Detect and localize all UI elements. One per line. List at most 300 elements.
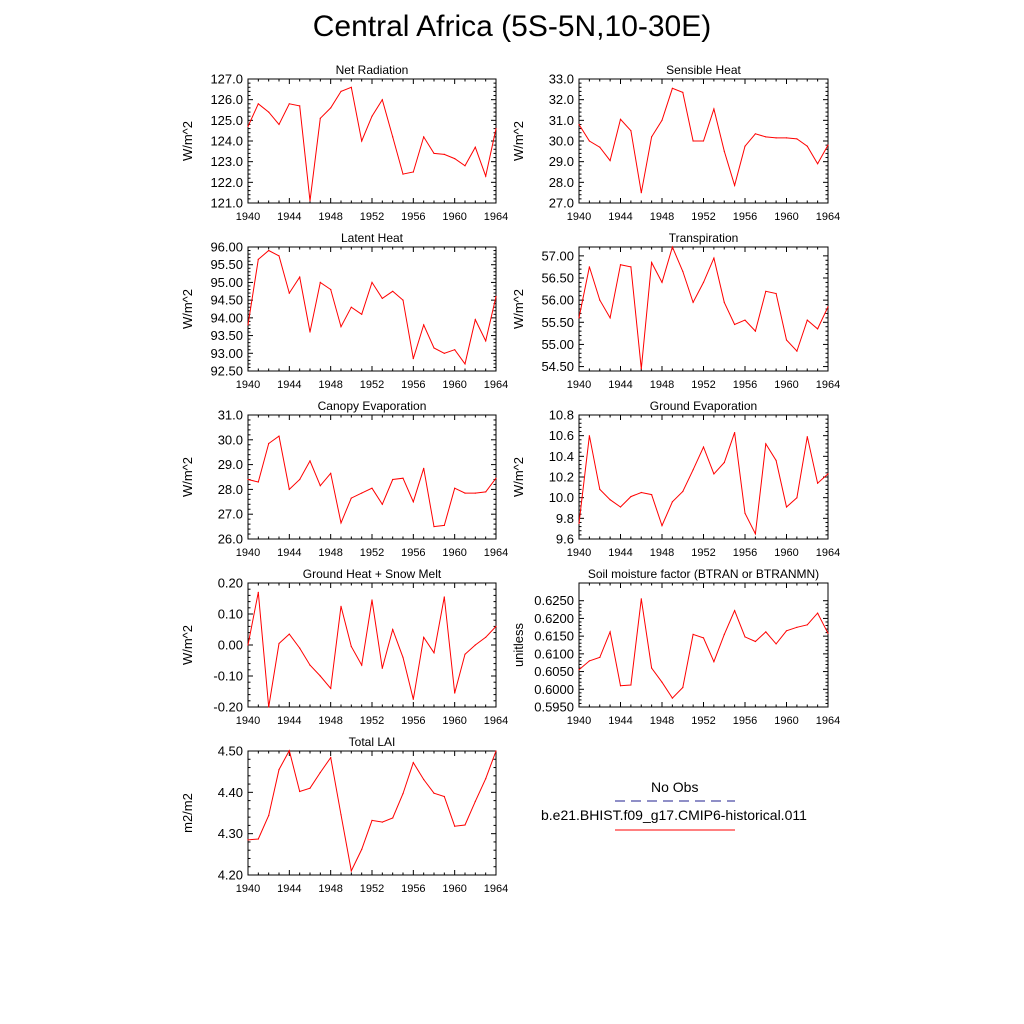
- data-point: [495, 626, 496, 627]
- figure-title: Central Africa (5S-5N,10-30E): [312, 10, 712, 43]
- x-tick-label: 1952: [359, 883, 385, 895]
- data-point: [444, 596, 445, 597]
- data-point: [589, 140, 590, 141]
- panel-frame: [579, 583, 828, 707]
- data-point: [423, 637, 424, 638]
- data-point: [744, 636, 745, 637]
- data-point: [320, 675, 321, 676]
- panel-title: Soil moisture factor (BTRAN or BTRANMN): [587, 567, 820, 581]
- data-point: [268, 112, 269, 113]
- x-tick-label: 1944: [608, 379, 633, 391]
- y-axis-label: m2/m2: [180, 793, 195, 833]
- data-point: [413, 358, 414, 359]
- x-tick-label: 1948: [318, 883, 343, 895]
- x-tick-label: 1944: [277, 715, 302, 727]
- x-tick-label: 1948: [318, 379, 343, 391]
- data-point: [278, 124, 279, 125]
- data-point: [682, 687, 683, 688]
- data-point: [258, 592, 259, 593]
- x-tick-label: 1960: [442, 715, 467, 727]
- y-tick-label: 0.00: [217, 637, 243, 653]
- data-point: [703, 637, 704, 638]
- panel-5: [511, 399, 840, 559]
- data-point: [382, 99, 383, 100]
- data-point: [454, 692, 455, 693]
- data-point: [620, 119, 621, 120]
- data-point: [475, 319, 476, 320]
- y-tick-label: 0.6150: [534, 628, 574, 644]
- y-tick-label: 96.00: [210, 239, 243, 255]
- data-point: [765, 631, 766, 632]
- series-line: [248, 436, 496, 526]
- panel-frame: [579, 247, 828, 371]
- data-point: [734, 432, 735, 433]
- x-tick-label: 1940: [566, 379, 592, 391]
- data-point: [495, 296, 496, 297]
- data-point: [258, 103, 259, 104]
- x-tick-label: 1964: [815, 379, 841, 391]
- x-tick-label: 1948: [318, 211, 343, 223]
- data-point: [361, 665, 362, 666]
- data-point: [371, 116, 372, 117]
- y-tick-label: 123.0: [210, 154, 243, 170]
- series-line: [579, 433, 828, 534]
- y-tick-label: 55.50: [541, 314, 574, 330]
- x-tick-label: 1952: [359, 547, 385, 559]
- data-point: [776, 293, 777, 294]
- panel-1: [511, 63, 840, 223]
- x-tick-label: 1960: [442, 379, 467, 391]
- data-point: [454, 349, 455, 350]
- x-tick-label: 1956: [401, 883, 426, 895]
- data-point: [402, 657, 403, 658]
- data-point: [641, 192, 642, 193]
- y-tick-label: 30.0: [217, 432, 243, 448]
- data-point: [734, 610, 735, 611]
- y-tick-label: 56.00: [541, 292, 574, 308]
- data-point: [672, 246, 673, 247]
- data-point: [454, 488, 455, 489]
- data-point: [330, 757, 331, 758]
- x-tick-label: 1944: [608, 715, 633, 727]
- data-point: [755, 533, 756, 534]
- data-point: [258, 838, 259, 839]
- x-tick-label: 1944: [277, 211, 302, 223]
- panel-title: Latent Heat: [340, 231, 404, 245]
- data-point: [807, 320, 808, 321]
- x-tick-label: 1964: [815, 715, 841, 727]
- panel-title: Sensible Heat: [666, 63, 741, 77]
- x-tick-label: 1960: [774, 211, 799, 223]
- data-point: [724, 302, 725, 303]
- panel-frame: [248, 247, 496, 371]
- data-point: [330, 289, 331, 290]
- data-point: [827, 473, 828, 474]
- y-tick-label: 10.8: [548, 407, 574, 423]
- panel-title: Ground Heat + Snow Melt: [302, 567, 442, 581]
- data-point: [340, 91, 341, 92]
- panel-title: Net Radiation: [335, 63, 409, 77]
- y-tick-label: 33.0: [548, 71, 574, 87]
- data-point: [651, 667, 652, 668]
- y-axis-label: W/m^2: [511, 120, 526, 162]
- data-point: [827, 145, 828, 146]
- data-point: [796, 351, 797, 352]
- data-point: [454, 158, 455, 159]
- x-tick-label: 1960: [442, 547, 467, 559]
- x-tick-label: 1956: [401, 211, 426, 223]
- y-axis-label: W/m^2: [511, 288, 526, 330]
- y-axis-label: W/m^2: [180, 120, 195, 162]
- y-tick-label: 0.5950: [534, 699, 574, 715]
- data-point: [309, 665, 310, 666]
- y-tick-label: 0.6050: [534, 664, 574, 680]
- data-point: [309, 331, 310, 332]
- y-tick-label: 121.0: [210, 195, 243, 211]
- data-point: [351, 307, 352, 308]
- data-point: [330, 107, 331, 108]
- series-line: [248, 251, 496, 364]
- data-point: [258, 259, 259, 260]
- data-point: [268, 815, 269, 816]
- data-point: [495, 478, 496, 479]
- x-tick-label: 1944: [277, 883, 302, 895]
- data-point: [382, 668, 383, 669]
- y-tick-label: 0.10: [217, 606, 243, 622]
- data-point: [796, 627, 797, 628]
- data-point: [351, 498, 352, 499]
- data-point: [495, 750, 496, 751]
- data-point: [744, 146, 745, 147]
- y-tick-label: 28.0: [548, 174, 574, 190]
- data-point: [278, 643, 279, 644]
- data-point: [289, 750, 290, 751]
- y-tick-label: 29.0: [548, 154, 574, 170]
- data-point: [661, 525, 662, 526]
- data-point: [578, 317, 579, 318]
- x-tick-label: 1956: [732, 715, 758, 727]
- y-tick-label: 4.20: [217, 867, 243, 883]
- y-tick-label: 94.00: [210, 310, 243, 326]
- x-tick-label: 1940: [235, 715, 261, 727]
- panel-0: [180, 63, 508, 223]
- y-tick-label: 93.00: [210, 345, 243, 361]
- data-point: [464, 493, 465, 494]
- y-tick-label: 10.4: [548, 448, 574, 464]
- data-point: [309, 200, 310, 201]
- data-point: [651, 494, 652, 495]
- data-point: [330, 473, 331, 474]
- y-tick-label: 95.50: [210, 257, 243, 273]
- data-point: [320, 772, 321, 773]
- data-point: [278, 255, 279, 256]
- data-point: [641, 492, 642, 493]
- data-point: [807, 146, 808, 147]
- data-point: [299, 648, 300, 649]
- y-tick-label: 122.0: [210, 174, 243, 190]
- data-point: [392, 291, 393, 292]
- data-point: [361, 493, 362, 494]
- y-tick-label: 10.6: [548, 428, 574, 444]
- data-point: [651, 262, 652, 263]
- x-tick-label: 1940: [235, 211, 261, 223]
- y-tick-label: 54.50: [541, 359, 574, 375]
- x-tick-label: 1948: [318, 715, 343, 727]
- y-tick-label: 4.40: [217, 784, 243, 800]
- data-point: [734, 324, 735, 325]
- panel-frame: [248, 79, 496, 203]
- data-point: [278, 436, 279, 437]
- data-point: [320, 118, 321, 119]
- data-point: [371, 820, 372, 821]
- data-point: [713, 473, 714, 474]
- y-tick-label: 30.0: [548, 133, 574, 149]
- x-tick-label: 1952: [691, 547, 716, 559]
- data-point: [578, 669, 579, 670]
- y-tick-label: 0.6100: [534, 646, 574, 662]
- data-point: [589, 435, 590, 436]
- y-tick-label: 10.0: [548, 490, 574, 506]
- data-point: [703, 282, 704, 283]
- data-point: [278, 769, 279, 770]
- data-point: [682, 491, 683, 492]
- x-tick-label: 1948: [649, 211, 675, 223]
- data-point: [320, 485, 321, 486]
- y-tick-label: 27.0: [548, 195, 574, 211]
- data-point: [454, 826, 455, 827]
- y-axis-label: unitless: [511, 622, 526, 668]
- data-point: [289, 634, 290, 635]
- data-point: [713, 661, 714, 662]
- y-tick-label: -0.20: [213, 699, 243, 715]
- data-point: [641, 368, 642, 369]
- data-point: [444, 525, 445, 526]
- x-tick-label: 1952: [359, 715, 385, 727]
- data-point: [340, 814, 341, 815]
- y-tick-label: 126.0: [210, 92, 243, 108]
- data-point: [807, 624, 808, 625]
- panel-frame: [248, 751, 496, 875]
- x-tick-label: 1956: [401, 547, 426, 559]
- data-point: [620, 506, 621, 507]
- data-point: [330, 688, 331, 689]
- data-point: [724, 151, 725, 152]
- data-point: [485, 491, 486, 492]
- data-point: [620, 685, 621, 686]
- data-point: [309, 788, 310, 789]
- x-tick-label: 1952: [691, 715, 716, 727]
- x-tick-label: 1952: [359, 211, 385, 223]
- data-point: [464, 363, 465, 364]
- x-tick-label: 1956: [732, 379, 758, 391]
- data-point: [371, 599, 372, 600]
- data-point: [392, 479, 393, 480]
- data-point: [464, 165, 465, 166]
- data-point: [807, 436, 808, 437]
- data-point: [299, 479, 300, 480]
- data-point: [651, 136, 652, 137]
- data-point: [495, 128, 496, 129]
- y-axis-label: W/m^2: [180, 456, 195, 498]
- data-point: [423, 136, 424, 137]
- data-point: [340, 522, 341, 523]
- y-tick-label: 29.0: [217, 457, 243, 473]
- data-point: [682, 271, 683, 272]
- x-tick-label: 1948: [318, 547, 343, 559]
- data-point: [320, 282, 321, 283]
- y-tick-label: 31.0: [217, 407, 243, 423]
- data-point: [817, 613, 818, 614]
- data-point: [827, 306, 828, 307]
- panel-6: [180, 567, 508, 727]
- x-tick-label: 1964: [483, 715, 509, 727]
- y-axis-label: W/m^2: [511, 456, 526, 498]
- data-point: [402, 478, 403, 479]
- panel-8: [180, 735, 508, 895]
- x-tick-label: 1948: [649, 547, 675, 559]
- y-tick-label: 127.0: [210, 71, 243, 87]
- data-point: [402, 793, 403, 794]
- x-tick-label: 1940: [235, 379, 261, 391]
- data-point: [485, 778, 486, 779]
- data-point: [713, 258, 714, 259]
- data-point: [610, 631, 611, 632]
- panel-frame: [579, 415, 828, 539]
- data-point: [289, 489, 290, 490]
- data-point: [299, 277, 300, 278]
- data-point: [610, 499, 611, 500]
- data-point: [485, 637, 486, 638]
- y-tick-label: 10.2: [548, 469, 574, 485]
- x-tick-label: 1964: [815, 211, 841, 223]
- data-point: [776, 460, 777, 461]
- data-point: [796, 138, 797, 139]
- data-point: [672, 88, 673, 89]
- y-tick-label: 28.0: [217, 481, 243, 497]
- data-point: [433, 347, 434, 348]
- data-point: [485, 340, 486, 341]
- data-point: [423, 324, 424, 325]
- data-point: [620, 264, 621, 265]
- data-point: [693, 469, 694, 470]
- x-tick-label: 1948: [649, 379, 675, 391]
- data-point: [672, 501, 673, 502]
- x-tick-label: 1944: [277, 547, 302, 559]
- data-point: [361, 849, 362, 850]
- y-tick-label: 56.50: [541, 270, 574, 286]
- data-point: [693, 140, 694, 141]
- x-tick-label: 1940: [235, 547, 261, 559]
- panel-title: Canopy Evaporation: [317, 399, 427, 413]
- data-point: [672, 698, 673, 699]
- data-point: [744, 513, 745, 514]
- data-point: [786, 137, 787, 138]
- y-axis-label: W/m^2: [180, 624, 195, 666]
- x-tick-label: 1952: [691, 211, 716, 223]
- data-point: [610, 160, 611, 161]
- y-tick-label: 9.8: [555, 510, 574, 526]
- data-point: [247, 479, 248, 480]
- x-tick-label: 1956: [401, 715, 426, 727]
- data-point: [289, 293, 290, 294]
- data-point: [258, 481, 259, 482]
- x-tick-label: 1964: [483, 379, 509, 391]
- data-point: [268, 706, 269, 707]
- data-point: [796, 497, 797, 498]
- data-point: [755, 641, 756, 642]
- data-point: [382, 298, 383, 299]
- y-tick-label: 4.30: [217, 826, 243, 842]
- y-tick-label: 57.00: [541, 248, 574, 264]
- data-point: [786, 630, 787, 631]
- data-point: [661, 682, 662, 683]
- data-point: [247, 126, 248, 127]
- data-point: [247, 839, 248, 840]
- data-point: [475, 493, 476, 494]
- data-point: [485, 176, 486, 177]
- data-point: [361, 314, 362, 315]
- data-point: [351, 646, 352, 647]
- x-tick-label: 1948: [649, 715, 675, 727]
- data-point: [361, 140, 362, 141]
- data-point: [703, 446, 704, 447]
- data-point: [392, 136, 393, 137]
- data-point: [371, 488, 372, 489]
- data-point: [340, 326, 341, 327]
- legend-label-obs: No Obs: [651, 779, 699, 795]
- x-tick-label: 1960: [442, 211, 467, 223]
- data-point: [309, 460, 310, 461]
- x-tick-label: 1944: [608, 211, 633, 223]
- data-point: [475, 644, 476, 645]
- x-tick-label: 1956: [401, 379, 426, 391]
- y-tick-label: 4.50: [217, 743, 243, 759]
- x-tick-label: 1964: [483, 547, 509, 559]
- data-point: [299, 791, 300, 792]
- x-tick-label: 1952: [359, 379, 385, 391]
- data-point: [599, 300, 600, 301]
- x-tick-label: 1960: [774, 547, 799, 559]
- data-point: [475, 801, 476, 802]
- series-line: [579, 599, 828, 698]
- data-point: [734, 185, 735, 186]
- x-tick-label: 1964: [483, 211, 509, 223]
- y-axis-label: W/m^2: [180, 288, 195, 330]
- data-point: [402, 174, 403, 175]
- data-point: [630, 266, 631, 267]
- x-tick-label: 1944: [277, 379, 302, 391]
- series-line: [248, 751, 496, 871]
- data-point: [599, 657, 600, 658]
- data-point: [755, 133, 756, 134]
- x-tick-label: 1960: [442, 883, 467, 895]
- data-point: [744, 320, 745, 321]
- data-point: [351, 870, 352, 871]
- data-point: [765, 136, 766, 137]
- x-tick-label: 1940: [566, 211, 592, 223]
- x-tick-label: 1940: [235, 883, 261, 895]
- data-point: [392, 629, 393, 630]
- x-tick-label: 1964: [483, 883, 509, 895]
- y-tick-label: 55.00: [541, 336, 574, 352]
- data-point: [589, 660, 590, 661]
- series-line: [248, 87, 496, 201]
- data-point: [817, 328, 818, 329]
- data-point: [661, 282, 662, 283]
- data-point: [423, 779, 424, 780]
- y-tick-label: 94.50: [210, 292, 243, 308]
- data-point: [786, 506, 787, 507]
